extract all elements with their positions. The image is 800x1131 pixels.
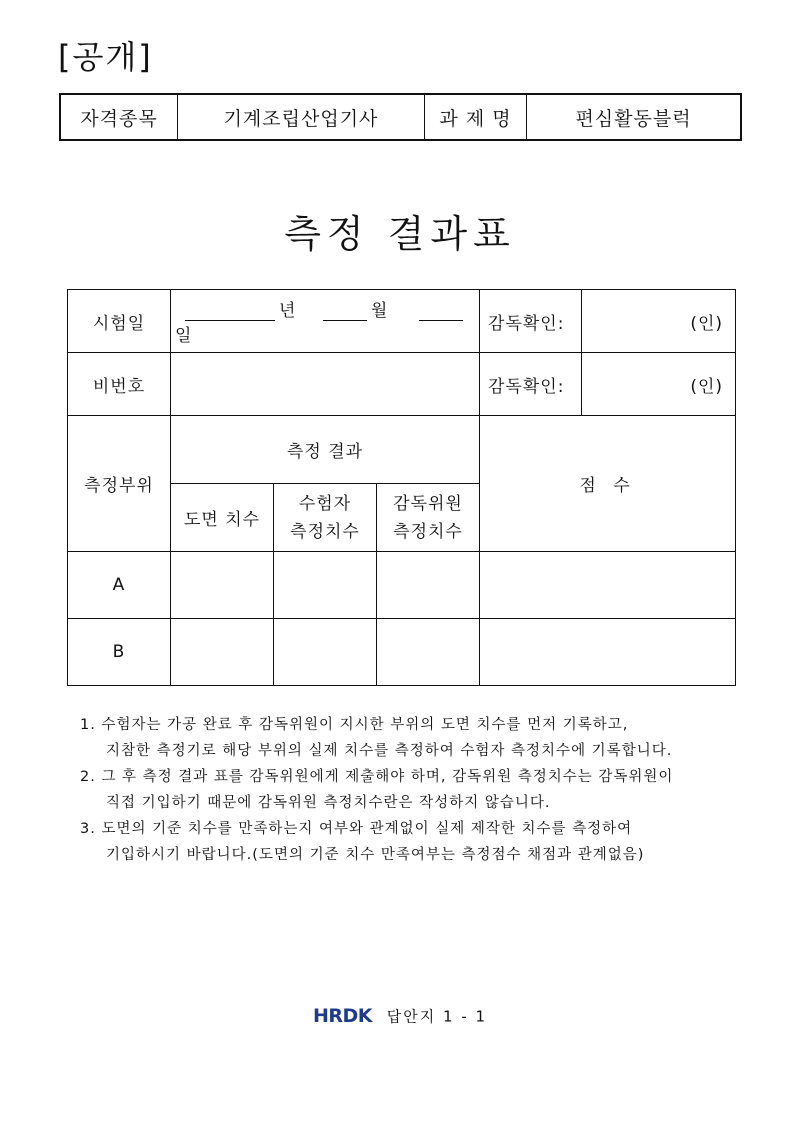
note-1-line-1: 1. 수험자는 가공 완료 후 감독위원이 지시한 부위의 도면 치수를 먼저 기록하고, — [80, 717, 629, 733]
row-b-drawing-dimension[interactable] — [171, 619, 274, 686]
task-name-label: 과 제 명 — [425, 94, 527, 140]
page-title: 측정 결과표 — [284, 212, 516, 256]
month-label: 월 — [370, 301, 389, 321]
hrdk-logo: HRDK — [312, 1005, 372, 1027]
note-3-line-2: 기입하시기 바랍니다.(도면의 기준 치수 만족여부는 측정점수 채점과 관계없음) — [106, 847, 645, 863]
examinee-header-line-2: 측정치수 — [290, 521, 360, 542]
row-b-supervisor-measure[interactable] — [377, 619, 480, 686]
table-row — [68, 552, 736, 619]
page-footer — [0, 1005, 800, 1027]
task-name-value: 편심활동블럭 — [527, 94, 742, 140]
page-indicator: 답안지 1 - 1 — [386, 1007, 488, 1026]
note-3-line-1: 3. 도면의 기준 치수를 만족하는지 여부와 관계없이 실제 제작한 치수를 측정하여 — [80, 821, 633, 837]
row-label-a: A — [68, 552, 171, 619]
note-2-line-1: 2. 그 후 측정 결과 표를 감독위원에게 제출해야 하며, 감독위원 측정치수는 감독위원이 — [80, 769, 674, 785]
supervisor-seal-1[interactable]: (인) — [582, 290, 736, 353]
measure-result-header: 측정 결과 — [171, 416, 480, 484]
row-a-examinee-measure[interactable] — [274, 552, 377, 619]
measurement-table — [67, 289, 736, 686]
day-label: 일 — [175, 326, 193, 346]
day-blank[interactable] — [419, 302, 463, 321]
qualification-value: 기계조립산업기사 — [178, 94, 425, 140]
instructions — [80, 712, 780, 868]
header-table — [59, 93, 742, 141]
examinee-measure-header — [274, 484, 377, 552]
exam-date-field[interactable] — [171, 290, 480, 353]
qualification-label: 자격종목 — [60, 94, 178, 140]
table-row — [68, 619, 736, 686]
drawing-dimension-header: 도면 치수 — [171, 484, 274, 552]
supervisor-seal-2[interactable]: (인) — [582, 353, 736, 416]
secret-number-field[interactable] — [171, 353, 480, 416]
disclosure-label: [공개] — [58, 38, 153, 76]
year-blank[interactable] — [185, 302, 275, 321]
supervisor-confirm-label-2: 감독확인: — [480, 353, 582, 416]
note-1-line-2: 지참한 측정기로 해당 부위의 실제 치수를 측정하여 수험자 측정치수에 기록합니다. — [106, 743, 673, 759]
supervisor-confirm-label-1: 감독확인: — [480, 290, 582, 353]
row-b-score[interactable] — [480, 619, 736, 686]
examinee-header-line-1: 수험자 — [298, 493, 352, 514]
row-a-drawing-dimension[interactable] — [171, 552, 274, 619]
year-label: 년 — [279, 301, 297, 321]
supervisor-header-line-2: 측정치수 — [393, 521, 463, 542]
secret-number-label: 비번호 — [68, 353, 171, 416]
score-header: 점 수 — [480, 416, 736, 552]
row-a-supervisor-measure[interactable] — [377, 552, 480, 619]
note-2-line-2: 직접 기입하기 때문에 감독위원 측정치수란은 작성하지 않습니다. — [106, 795, 551, 811]
row-label-b: B — [68, 619, 171, 686]
row-b-examinee-measure[interactable] — [274, 619, 377, 686]
supervisor-header-line-1: 감독위원 — [393, 493, 463, 514]
supervisor-measure-header — [377, 484, 480, 552]
measure-part-header: 측정부위 — [68, 416, 171, 552]
month-blank[interactable] — [323, 302, 367, 321]
row-a-score[interactable] — [480, 552, 736, 619]
exam-date-label: 시험일 — [68, 290, 171, 353]
